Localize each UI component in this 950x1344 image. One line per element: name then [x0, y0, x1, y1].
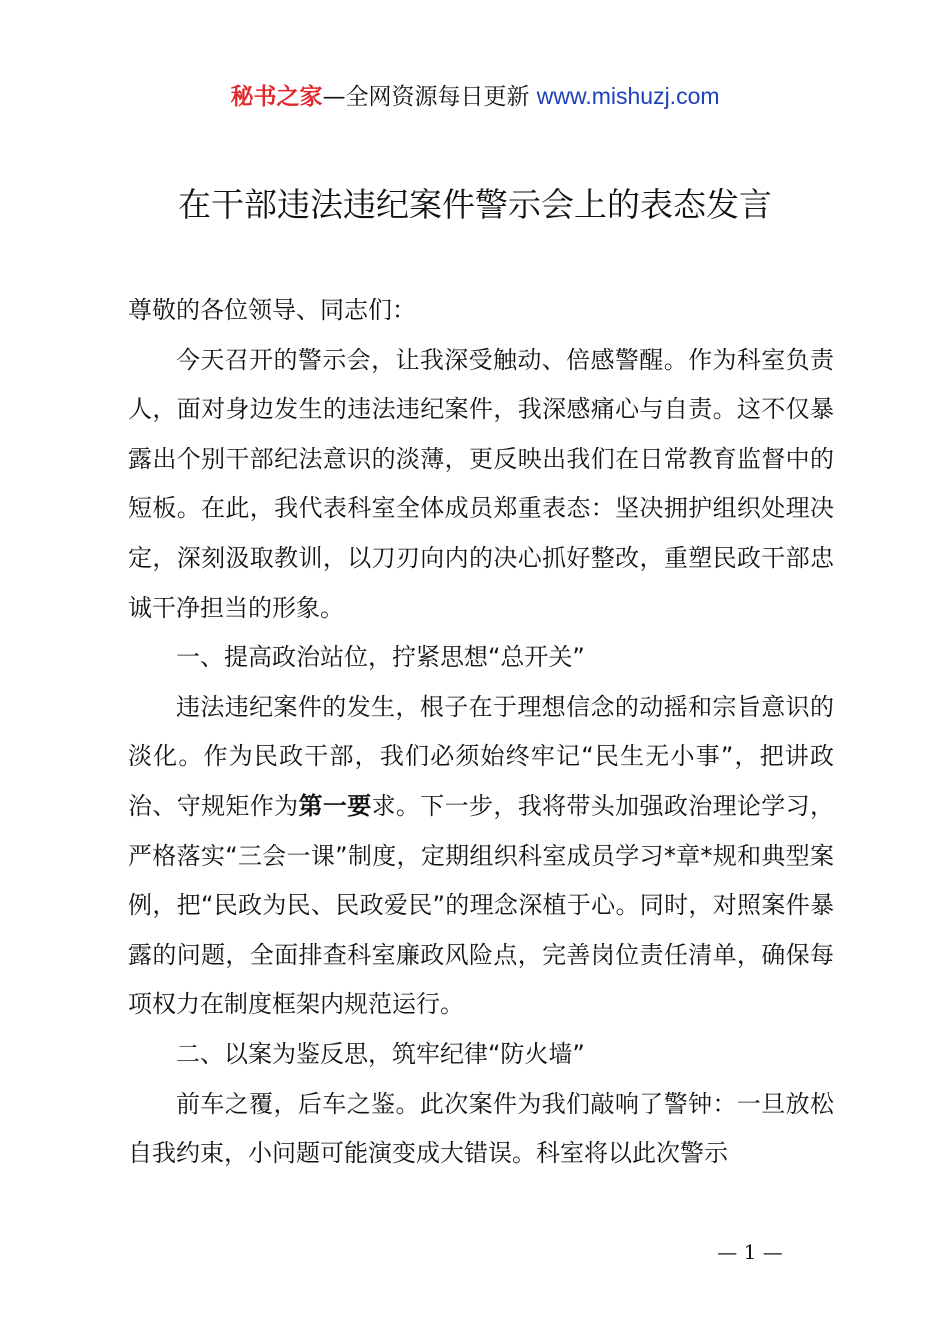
section-heading-1: 一、提高政治站位，拧紧思想“总开关” [176, 643, 585, 672]
page-number: — 1 — [717, 1240, 783, 1264]
site-tagline: —全网资源每日更新 [322, 84, 537, 110]
document-title: 在干部违法违纪案件警示会上的表态发言 [178, 185, 772, 224]
paragraph-intro: 今天召开的警示会，让我深受触动、倍感警醒。作为科室负责人，面对身边发生的违法违纪案件，我深感痛心与自责。这不仅暴露出个别干部纪法意识的淡薄，更反映出我们在日常教育监督中的短板。在此，我代表科室全体成员郑重表态：坚决拥护组织处理决定，深刻汲取教训，以刀刃向内的决心抓好整改，重塑民政干部忠诚干净担当的形象。 [128, 345, 834, 622]
salutation: 尊敬的各位领导、同志们： [128, 296, 416, 324]
paragraph-section-1-part-a: 违法违纪案件的发生，根子在于理想信念的动摇和宗旨意识的淡化。作为民政干部，我们必须始终牢记“民生无小事”，把讲政治、守规矩作为 [128, 692, 834, 820]
paragraph-section-1-part-b: 求。下一步，我将带头加强政治理论学习，严格落实“三会一课”制度，定期组织科室成员学习*章*规和典型案例，把“民政为民、民政爱民”的理念深植于心。同时，对照案件暴露的问题，全面排查科室廉政风险点，完善岗位责任清单，确保每项权力在制度框架内规范运行。 [128, 791, 835, 1019]
section-heading-2: 二、以案为鉴反思，筑牢纪律“防火墙” [176, 1039, 585, 1068]
paragraph-section-2: 前车之覆，后车之鉴。此次案件为我们敲响了警钟：一旦放松自我约束，小问题可能演变成大错误。科室将以此次警示 [128, 1089, 834, 1168]
paragraph-section-1 [128, 683, 834, 1030]
site-brand: 秘书之家 [230, 84, 323, 110]
document-body [128, 286, 834, 1179]
site-url-link[interactable]: www.mishuzj.com [536, 83, 720, 109]
site-header [0, 80, 950, 113]
paragraph-section-1-bold: 第一要 [298, 791, 372, 820]
